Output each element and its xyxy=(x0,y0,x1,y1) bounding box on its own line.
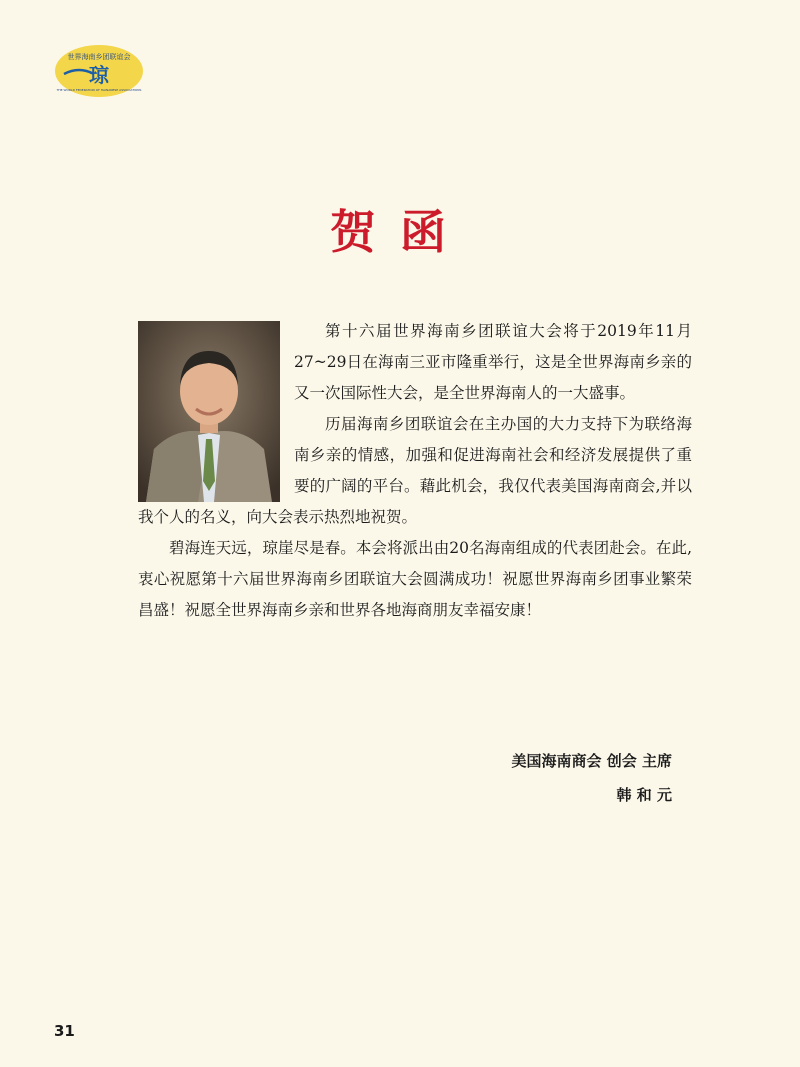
letter-body xyxy=(138,316,692,626)
signature-name: 韩 和 元 xyxy=(616,786,672,804)
paragraph-1: 第十六届世界海南乡团联谊大会将于2019年11月27~29日在海南三亚市隆重举行，这是全世界海南乡亲的又一次国际性大会，是全世界海南人的一大盛事。 xyxy=(294,322,692,402)
paragraph-3: 碧海连天远，琼崖尽是春。本会将派出由20名海南组成的代表团赴会。在此,衷心祝愿第十六届世界海南乡团联谊大会圆满成功！祝愿世界海南乡团事业繁荣昌盛！祝愿全世界海南乡亲和世界各地海商朋友幸福安康！ xyxy=(138,539,692,619)
logo-emblem-icon xyxy=(54,44,144,98)
page-number: 31 xyxy=(54,1022,75,1040)
signature-block xyxy=(512,744,672,812)
page-title: 贺函 xyxy=(330,205,470,259)
signature-organization: 美国海南商会 创会 主席 xyxy=(511,752,672,770)
paragraph-2: 历届海南乡团联谊会在主办国的大力支持下为联络海南乡亲的情感，加强和促进海南社会和经济发展提供了重要的广阔的平台。藉此机会，我仅代表美国海南商会,并以我个人的名义，向大会表示热烈地祝贺。 xyxy=(138,415,692,526)
logo-arc-text: 世界海南乡团联谊会 xyxy=(67,53,131,61)
logo-mark: 琼 xyxy=(89,63,109,87)
federation-logo xyxy=(54,44,144,98)
logo-sub-text: THE WORLD FEDERATION OF HAINANESE ASSOCIATIONS xyxy=(56,88,142,92)
